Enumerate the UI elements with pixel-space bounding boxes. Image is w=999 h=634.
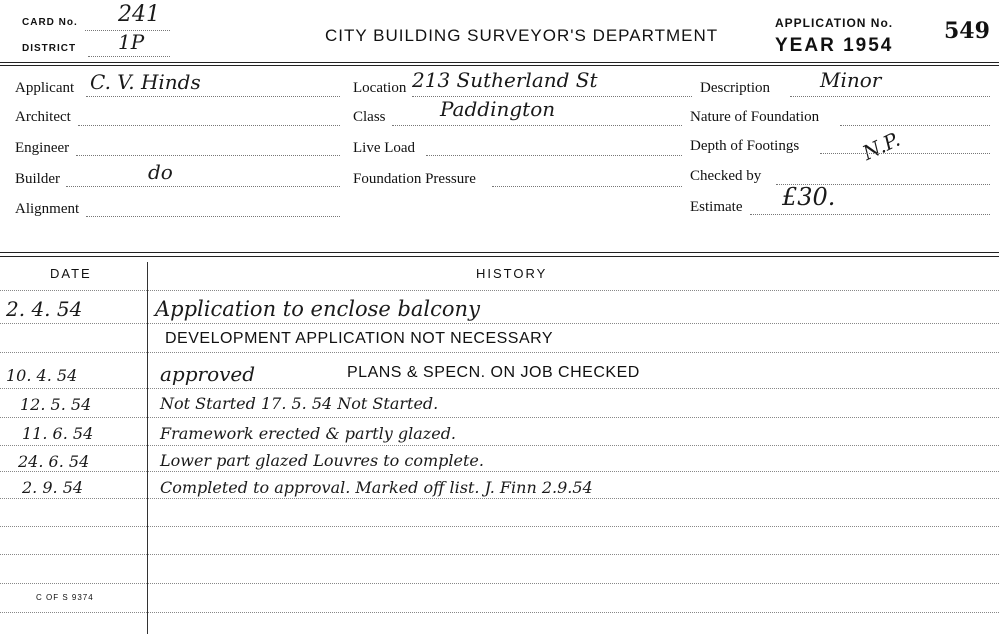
history-rule <box>0 554 999 555</box>
class-label: Class <box>353 109 386 125</box>
applicant-label: Applicant <box>15 80 75 96</box>
engineer-label: Engineer <box>15 140 70 156</box>
history-date: 11. 6. 54 <box>22 424 94 443</box>
estimate-label: Estimate <box>690 199 743 215</box>
builder-label: Builder <box>15 171 60 187</box>
live-load-label: Live Load <box>353 140 416 156</box>
history-text: Application to enclose balcony <box>155 297 480 321</box>
description-label: Description <box>700 80 770 96</box>
depth-of-footings-value: N.P. <box>858 127 904 165</box>
class-value: Paddington <box>440 97 556 121</box>
location-label: Location <box>353 80 407 96</box>
applicant-value: C. V. Hinds <box>90 70 201 94</box>
history-rule <box>0 526 999 527</box>
alignment-label: Alignment <box>15 201 80 217</box>
estimate-value: £30. <box>782 183 836 211</box>
district-label: DISTRICT <box>22 43 77 54</box>
foundation-pressure-line <box>492 186 682 187</box>
header-rule-bottom <box>0 65 999 66</box>
header-rule-top <box>0 62 999 63</box>
card-no-label: CARD No. <box>22 17 78 28</box>
depth-of-footings-line <box>820 153 990 154</box>
history-text: Completed to approval. Marked off list. J. Finn 2.9.54 <box>160 478 593 497</box>
description-line <box>790 96 990 97</box>
alignment-line <box>86 216 340 217</box>
nature-of-foundation-label: Nature of Foundation <box>690 109 820 125</box>
depth-of-footings-label: Depth of Footings <box>690 138 800 154</box>
application-no-label: APPLICATION No. <box>775 16 894 30</box>
card-no-value: 241 <box>118 2 160 27</box>
application-no-value: 549 <box>944 18 990 44</box>
history-column-header: HISTORY <box>476 266 548 281</box>
class-line <box>392 125 682 126</box>
history-rule <box>0 417 999 418</box>
engineer-line <box>76 155 340 156</box>
history-rule-bottom <box>0 256 999 257</box>
district-value: 1P <box>118 30 145 54</box>
history-text: approved <box>160 362 256 386</box>
history-rule <box>0 352 999 353</box>
architect-label: Architect <box>15 109 71 125</box>
form-code: C OF S 9374 <box>36 593 94 602</box>
checked-by-label: Checked by <box>690 168 762 184</box>
history-rule <box>0 290 999 291</box>
estimate-line <box>750 214 990 215</box>
history-rule <box>0 323 999 324</box>
history-stamp: PLANS & SPECN. ON JOB CHECKED <box>347 364 640 381</box>
live-load-line <box>426 155 682 156</box>
history-date: 24. 6. 54 <box>18 452 90 471</box>
history-rule <box>0 583 999 584</box>
column-divider <box>147 262 148 634</box>
description-value: Minor <box>820 68 882 92</box>
history-date: 12. 5. 54 <box>20 395 92 414</box>
history-date: 10. 4. 54 <box>6 366 78 385</box>
history-rule-top <box>0 252 999 253</box>
history-text: Lower part glazed Louvres to complete. <box>160 451 484 470</box>
history-rule <box>0 388 999 389</box>
history-date: 2. 4. 54 <box>6 297 83 321</box>
history-rule <box>0 498 999 499</box>
history-rule <box>0 445 999 446</box>
foundation-pressure-label: Foundation Pressure <box>353 171 476 187</box>
history-text: Not Started 17. 5. 54 Not Started. <box>160 394 439 413</box>
builder-line <box>66 186 340 187</box>
architect-line <box>78 125 340 126</box>
history-date: 2. 9. 54 <box>22 478 84 497</box>
history-rule <box>0 612 999 613</box>
date-column-header: DATE <box>50 266 92 281</box>
location-value: 213 Sutherland St <box>412 68 598 92</box>
history-rule <box>0 471 999 472</box>
department-title: CITY BUILDING SURVEYOR'S DEPARTMENT <box>325 26 719 45</box>
applicant-line <box>86 96 340 97</box>
builder-value: do <box>148 160 173 184</box>
history-stamp: DEVELOPMENT APPLICATION NOT NECESSARY <box>165 330 554 347</box>
district-line <box>88 56 170 57</box>
year-label: YEAR 1954 <box>775 35 894 56</box>
nature-of-foundation-line <box>840 125 990 126</box>
history-text: Framework erected & partly glazed. <box>160 424 457 443</box>
